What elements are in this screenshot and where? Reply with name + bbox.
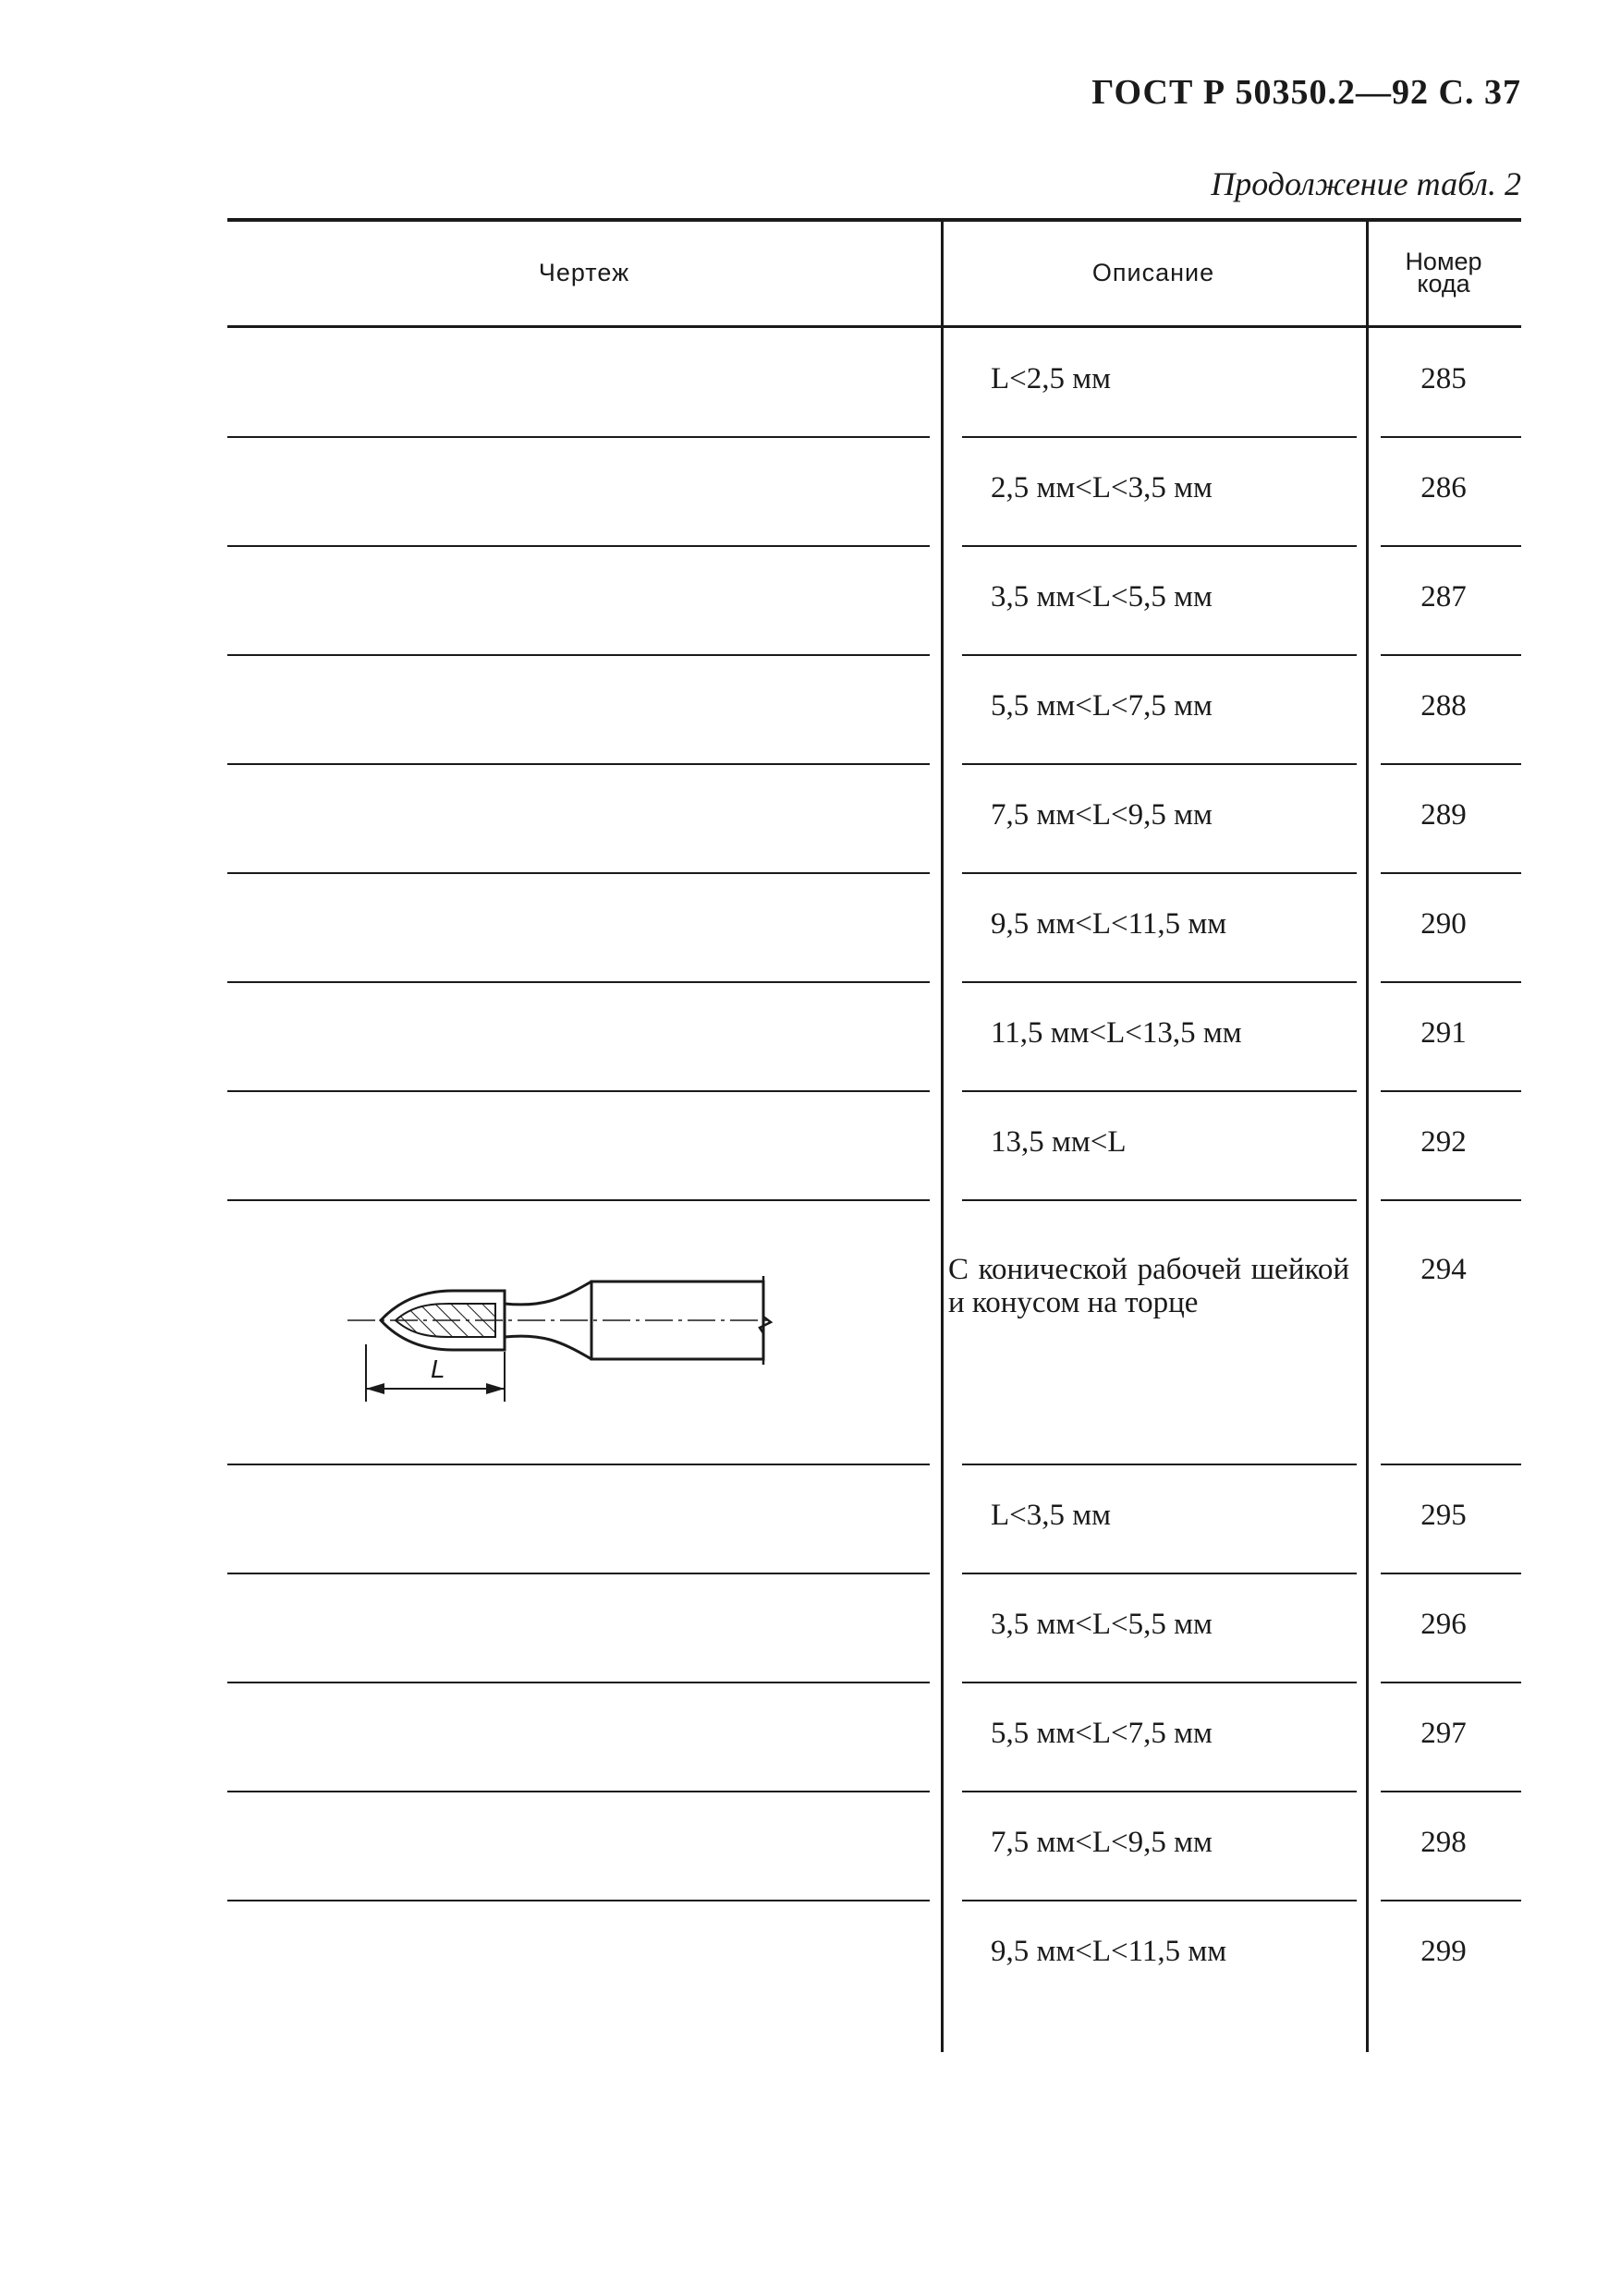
description-cell: 3,5 мм<L<5,5 мм: [991, 580, 1213, 613]
code-cell: 295: [1420, 1499, 1467, 1532]
description-cell: L<2,5 мм: [991, 362, 1112, 395]
header-code-line1: Номер: [1405, 248, 1482, 275]
header-code: [1366, 218, 1521, 327]
row-rule: [227, 436, 930, 438]
row-rule: [1381, 1682, 1521, 1683]
header-code-line2: кода: [1417, 270, 1470, 298]
row-rule: [227, 1464, 930, 1465]
row-rule: [1381, 545, 1521, 547]
code-cell: 290: [1420, 907, 1467, 941]
row-rule: [227, 981, 930, 983]
table-continuation-label: Продолжение табл. 2: [1211, 165, 1521, 202]
row-rule: [227, 1900, 930, 1901]
description-cell: 2,5 мм<L<3,5 мм: [991, 471, 1213, 504]
description-cell: С конической рабочей шейкой и конусом на торце: [948, 1253, 1349, 1319]
tool-drawing: [347, 1248, 810, 1405]
code-table: [227, 218, 1521, 2052]
description-cell: 9,5 мм<L<11,5 мм: [991, 907, 1227, 941]
row-rule: [962, 1090, 1357, 1092]
row-rule: [227, 654, 930, 656]
description-cell: 3,5 мм<L<5,5 мм: [991, 1608, 1213, 1641]
row-rule: [1381, 1090, 1521, 1092]
row-rule: [1381, 981, 1521, 983]
code-cell: 288: [1420, 689, 1467, 723]
header-description: Описание: [1091, 259, 1215, 286]
row-rule: [227, 872, 930, 874]
row-rule: [1381, 872, 1521, 874]
description-cell: 13,5 мм<L: [991, 1125, 1127, 1159]
row-rule: [227, 1573, 930, 1574]
row-rule: [962, 1199, 1357, 1201]
description-cell: 7,5 мм<L<9,5 мм: [991, 798, 1213, 832]
row-rule: [227, 1791, 930, 1792]
row-rule: [227, 763, 930, 765]
row-rule: [962, 1791, 1357, 1792]
description-cell: L<3,5 мм: [991, 1499, 1112, 1532]
code-cell: 285: [1420, 362, 1467, 395]
row-rule: [227, 1682, 930, 1683]
row-rule: [962, 436, 1357, 438]
row-rule: [1381, 763, 1521, 765]
row-rule: [962, 1464, 1357, 1465]
description-cell: 7,5 мм<L<9,5 мм: [991, 1826, 1213, 1859]
row-rule: [1381, 436, 1521, 438]
description-cell: 5,5 мм<L<7,5 мм: [991, 689, 1213, 723]
row-rule: [1381, 1464, 1521, 1465]
row-rule: [962, 981, 1357, 983]
description-cell: 5,5 мм<L<7,5 мм: [991, 1717, 1213, 1750]
row-rule: [962, 654, 1357, 656]
row-rule: [227, 1199, 930, 1201]
code-cell: 297: [1420, 1717, 1467, 1750]
row-rule: [962, 763, 1357, 765]
code-cell: 298: [1420, 1826, 1467, 1859]
row-rule: [962, 545, 1357, 547]
row-rule: [962, 1573, 1357, 1574]
code-cell: 286: [1420, 471, 1467, 504]
description-cell: 11,5 мм<L<13,5 мм: [991, 1016, 1242, 1050]
code-cell: 289: [1420, 798, 1467, 832]
row-rule: [1381, 1900, 1521, 1901]
code-cell: 299: [1420, 1935, 1467, 1968]
code-cell: 292: [1420, 1125, 1467, 1159]
page-header: ГОСТ Р 50350.2—92 С. 37: [1091, 73, 1521, 112]
header-drawing: Чертеж: [538, 259, 630, 286]
row-rule: [227, 545, 930, 547]
row-rule: [962, 1682, 1357, 1683]
dimension-label: L: [431, 1355, 445, 1383]
row-rule: [1381, 1199, 1521, 1201]
row-rule: [962, 1900, 1357, 1901]
column-divider-1: [941, 218, 944, 2052]
code-cell: 287: [1420, 580, 1467, 613]
row-rule: [962, 872, 1357, 874]
description-cell: 9,5 мм<L<11,5 мм: [991, 1935, 1227, 1968]
row-rule: [1381, 1573, 1521, 1574]
code-cell: 296: [1420, 1608, 1467, 1641]
row-rule: [1381, 1791, 1521, 1792]
code-cell: 294: [1420, 1253, 1467, 1286]
row-rule: [227, 1090, 930, 1092]
row-rule: [1381, 654, 1521, 656]
code-cell: 291: [1420, 1016, 1467, 1050]
